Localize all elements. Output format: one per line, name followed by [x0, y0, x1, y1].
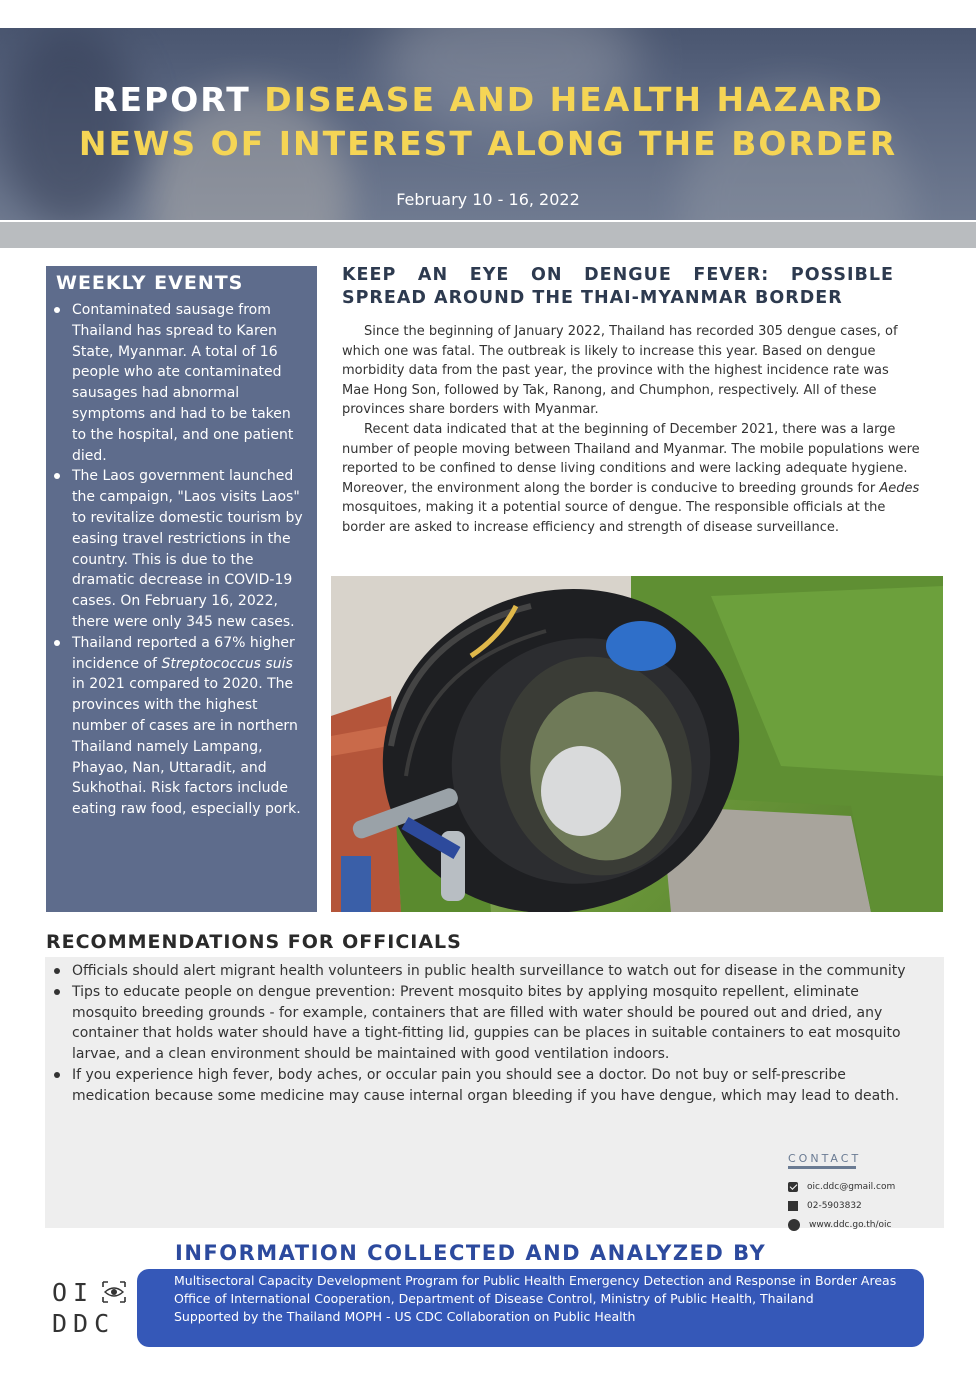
info-program-line: Multisectoral Capacity Development Program for Public Health Emergency Detection and Response in Border Areas: [174, 1273, 897, 1288]
info-heading: INFORMATION COLLECTED AND ANALYZED BY: [175, 1241, 767, 1265]
item-text: in 2021 compared to 2020. The provinces with the highest number of cases are in northern Thailand namely Lampang, Phayao, Nan, Uttaradit, and Sukhothai. Risk factors include eating raw food, especially pork.: [72, 676, 301, 818]
report-title-line-2: NEWS OF INTEREST ALONG THE BORDER: [78, 124, 898, 163]
weekly-events-heading: WEEKLY EVENTS: [56, 272, 244, 294]
list-item: The Laos government launched the campaign, "Laos visits Laos" to revitalize domestic tourism by easing travel restrictions in the country. This is due to the dramatic decrease in COVID-19 cases. On February 16, 2022, there were only 345 new cases.: [54, 466, 309, 632]
recommendations-list: [53, 961, 924, 1107]
contact-block: [788, 1152, 938, 1234]
item-italic-text: Streptococcus suis: [161, 655, 293, 672]
contact-phone-row: [788, 1196, 938, 1215]
article-paragraph: [342, 420, 920, 538]
report-date: February 10 - 16, 2022: [396, 190, 580, 209]
contact-website[interactable]: www.ddc.go.th/oic: [809, 1219, 892, 1230]
list-item: Officials should alert migrant health volunteers in public health surveillance to watch out for disease in the community: [53, 961, 924, 982]
report-title-line-1: [0, 80, 976, 119]
paragraph-text: Recent data indicated that at the beginning of December 2021, there was a large number of people moving between Thailand and Myanmar. The mobile populations were reported to be confined to dense living conditions and were lacking adequate hygiene. Moreover, the environment along the border is conducive to breeding grounds for: [342, 421, 920, 496]
tire-illustration: [331, 576, 943, 912]
article-body: [342, 322, 920, 538]
logo-oi-text: OI: [52, 1278, 95, 1307]
weekly-events-panel: [46, 266, 317, 912]
weekly-events-list: [54, 300, 309, 820]
contact-underline: [788, 1166, 856, 1169]
list-item: [54, 633, 309, 820]
logo-ddc-text: DDC: [52, 1309, 116, 1338]
tire-photo: [331, 576, 943, 912]
contact-email-row[interactable]: [788, 1177, 938, 1196]
article-title: KEEP AN EYE ON DENGUE FEVER: POSSIBLE SPREAD AROUND THE THAI-MYANMAR BORDER: [342, 265, 894, 308]
oic-ddc-logo: [52, 1278, 132, 1344]
list-item: Contaminated sausage from Thailand has spread to Karen State, Myanmar. A total of 16 people who ate contaminated sausages had abnormal symptoms and had to be taken to the hospital, and one patient died.: [54, 300, 309, 466]
header-divider-strip: [0, 222, 976, 248]
phone-icon: [788, 1201, 798, 1211]
header-banner: [0, 28, 976, 220]
contact-phone: 02-5903832: [807, 1200, 862, 1211]
recommendations-heading: RECOMMENDATIONS FOR OFFICIALS: [46, 931, 462, 953]
eye-icon: [102, 1281, 126, 1303]
paragraph-italic-text: Aedes: [879, 480, 920, 496]
title-report-word: REPORT: [92, 80, 251, 119]
info-office-line: Office of International Cooperation, Department of Disease Control, Ministry of Public Health, Thailand: [174, 1291, 814, 1306]
contact-web-row[interactable]: [788, 1215, 938, 1234]
paragraph-text: mosquitoes, making it a potential source of dengue. The responsible officials at the border are asked to increase efficiency and strength of disease surveillance.: [342, 500, 886, 535]
mail-icon: [788, 1182, 798, 1192]
article-paragraph: Since the beginning of January 2022, Thailand has recorded 305 dengue cases, of which one was fatal. The outbreak is likely to increase this year. Based on dengue morbidity data from the past year, the province with the highest incidence rate was Mae Hong Son, followed by Tak, Ranong, and Chumphon, respectively. All of these provinces share borders with Myanmar.: [342, 324, 898, 418]
item-text: Thailand reported a 67% higher incidence of: [72, 634, 295, 672]
info-panel: [137, 1269, 924, 1347]
list-item: Tips to educate people on dengue prevention: Prevent mosquito bites by applying mosquito repellent, eliminate mosquito breeding grounds - for example, containers that are filled with water should be poured out and dried, any container that holds water should have a tight-fitting lid, guppies can be places in suitable containers to eat mosquito larvae, and a clean environment should be maintained with good ventilation indoors.: [53, 982, 924, 1065]
contact-heading: CONTACT: [788, 1152, 862, 1165]
title-yellow-part: DISEASE AND HEALTH HAZARD: [264, 80, 884, 119]
info-support-line: Supported by the Thailand MOPH - US CDC Collaboration on Public Health: [174, 1309, 636, 1324]
list-item: If you experience high fever, body aches, or occular pain you should see a doctor. Do not buy or self-prescribe medication because some medicine may cause internal organ bleeding if you have dengue, which may lead to death.: [53, 1065, 924, 1107]
contact-email[interactable]: oic.ddc@gmail.com: [807, 1181, 896, 1192]
globe-icon: [788, 1219, 800, 1231]
